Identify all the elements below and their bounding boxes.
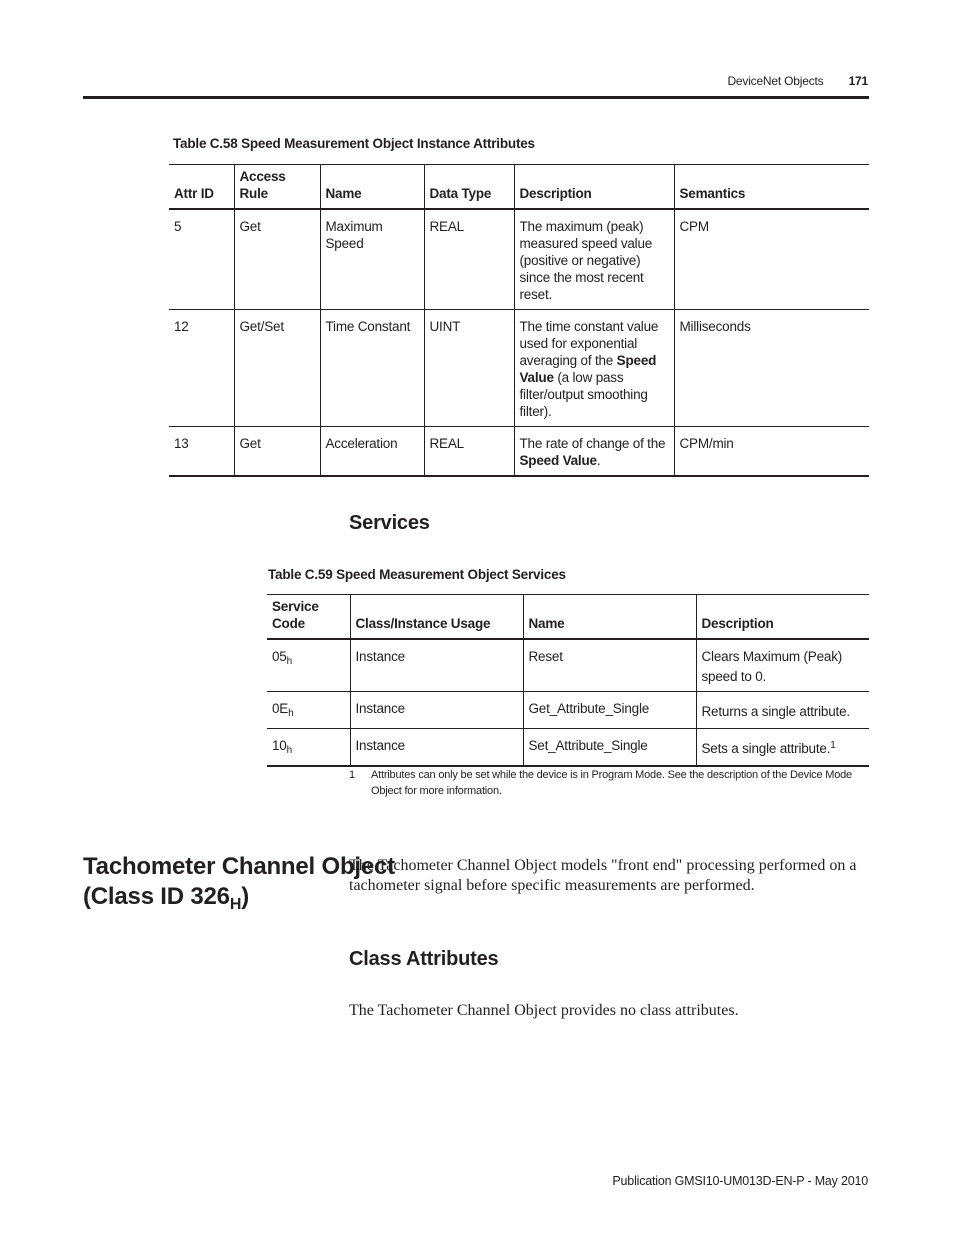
code-value: 05: [272, 649, 287, 664]
cell-usage: Instance: [350, 639, 523, 692]
class-attributes-heading: Class Attributes: [349, 948, 499, 970]
table58-header-attr-id: Attr ID: [169, 165, 234, 210]
table-row: [169, 209, 869, 310]
table-row: [267, 729, 869, 767]
header-rule: [83, 96, 869, 99]
table58-caption: Table C.58 Speed Measurement Object Instance Attributes: [173, 136, 535, 151]
cell-description: [514, 427, 674, 477]
cell-service-code: [267, 729, 350, 767]
table58-header-description: Description: [514, 165, 674, 210]
desc-text: .: [596, 453, 601, 468]
hex-subscript: h: [286, 745, 292, 756]
cell-name: Get_Attribute_Single: [523, 692, 696, 729]
footnote-text: Attributes can only be set while the device is in Program Mode. See the description of the Device Mode Object for more information.: [371, 769, 852, 797]
section-intro: The Tachometer Channel Object models "front end" processing performed on a tachometer signal before specific measurements are performed.: [349, 857, 857, 894]
cell-semantics: Milliseconds: [674, 310, 869, 427]
running-header: [727, 74, 868, 88]
cell-access: Get: [234, 209, 320, 310]
cell-usage: Instance: [350, 729, 523, 767]
table58-header-name: Name: [320, 165, 424, 210]
cell-name: Maximum Speed: [320, 209, 424, 310]
table-footnote: [349, 767, 869, 799]
cell-service-code: [267, 639, 350, 692]
section-title-line1: Tachometer Channel Object: [83, 853, 395, 880]
section-title-line2: (Class ID $326_H$): [83, 883, 249, 913]
desc-text: The time constant value used for exponential averaging of the: [519, 319, 659, 368]
cell-description: The maximum (peak) measured speed value (positive or negative) since the most recent reset.: [514, 209, 674, 310]
table59: [267, 594, 869, 767]
page-number: 171: [848, 74, 868, 88]
publication-footer: Publication GMSI10-UM013D-EN-P - May 2010: [612, 1174, 868, 1188]
header-section: DeviceNet Objects: [727, 74, 824, 88]
cell-semantics: CPM/min: [674, 427, 869, 477]
cell-name: Time Constant: [320, 310, 424, 427]
class-attributes-text: The Tachometer Channel Object provides no class attributes.: [349, 1002, 739, 1019]
cell-type: UINT: [424, 310, 514, 427]
table-row: [267, 692, 869, 729]
desc-text: (a low pass filter/output smoothing filter).: [519, 370, 648, 419]
cell-name: Reset: [523, 639, 696, 692]
cell-attr-id: 5: [174, 219, 182, 234]
table-row: [267, 639, 869, 692]
cell-semantics: CPM: [674, 209, 869, 310]
cell-description: [696, 729, 869, 767]
title-subscript: H: [229, 896, 242, 913]
table58-header-access-rule: Access Rule: [234, 165, 320, 210]
table58-header-data-type: Data Type: [424, 165, 514, 210]
cell-access: Get: [234, 427, 320, 477]
desc-text: The rate of change of the: [519, 436, 666, 451]
table59-caption: Table C.59 Speed Measurement Object Services: [268, 567, 566, 582]
table58-header-semantics: Semantics: [674, 165, 869, 210]
table59-header-name: Name: [523, 595, 696, 640]
code-value: 10: [272, 738, 287, 753]
desc-bold-term: Speed Value: [519, 453, 597, 468]
table58: [169, 164, 869, 477]
cell-service-code: [267, 692, 350, 729]
table59-header-description: Description: [696, 595, 869, 640]
footnote-ref: 1: [830, 740, 836, 751]
cell-description: [696, 692, 869, 729]
cell-description: [514, 310, 674, 427]
services-heading: Services: [349, 512, 430, 534]
hex-subscript: h: [286, 656, 292, 667]
cell-attr-id: 13: [169, 427, 234, 477]
footnote-number: 1: [349, 769, 355, 781]
cell-usage: Instance: [350, 692, 523, 729]
cell-type: REAL: [424, 427, 514, 477]
cell-type: REAL: [424, 209, 514, 310]
code-value: 0E: [272, 701, 289, 716]
desc-bold-term: Speed Value: [519, 353, 657, 385]
cell-attr-id: 12: [169, 310, 234, 427]
hex-subscript: h: [288, 708, 294, 719]
table59-header-usage: Class/Instance Usage: [350, 595, 523, 640]
cell-name: Set_Attribute_Single: [523, 729, 696, 767]
desc-text: Clears Maximum (Peak) speed to 0.: [701, 649, 843, 684]
cell-description: [696, 639, 869, 692]
desc-text: Sets a single attribute.: [701, 741, 831, 756]
table59-header-service-code: Service Code: [267, 595, 350, 640]
desc-text: Returns a single attribute.: [701, 704, 850, 719]
cell-name: Acceleration: [320, 427, 424, 477]
table-row: [169, 310, 869, 427]
cell-access: Get/Set: [234, 310, 320, 427]
table-row: [169, 427, 869, 477]
